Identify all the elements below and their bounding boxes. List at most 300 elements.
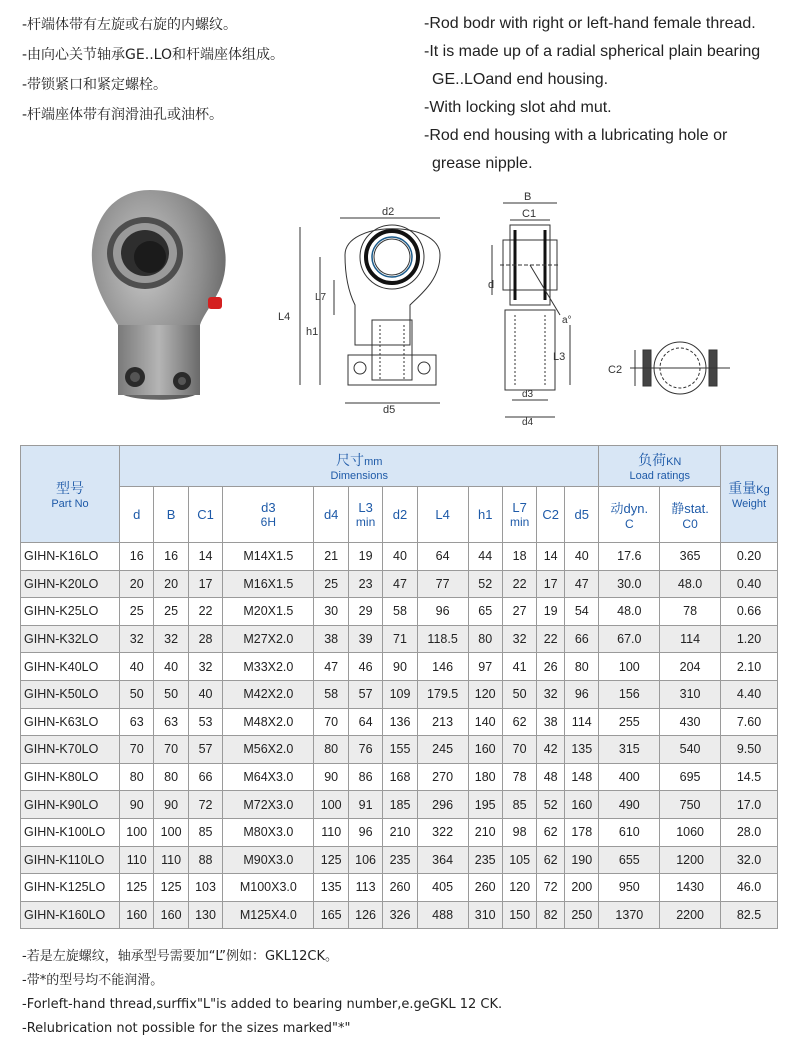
table-cell: 72 (188, 791, 222, 819)
table-cell: 62 (502, 708, 536, 736)
table-cell: 17 (537, 570, 565, 598)
table-cell: 120 (468, 680, 502, 708)
column-header-line: C0 (682, 517, 698, 531)
header-dim-unit: mm (364, 456, 383, 468)
table-cell: 48.0 (599, 598, 660, 626)
table-cell: 26 (537, 653, 565, 681)
table-cell: 40 (188, 680, 222, 708)
table-cell: M80X3.0 (223, 818, 314, 846)
table-cell: M90X3.0 (223, 846, 314, 874)
column-header-line: d2 (392, 507, 408, 522)
table-cell: 80 (120, 763, 154, 791)
column-header (502, 487, 536, 543)
table-cell: 190 (565, 846, 599, 874)
label-L3: L3 (553, 351, 566, 363)
header-load (599, 446, 721, 487)
table-cell: 155 (383, 736, 417, 764)
table-cell: 695 (660, 763, 721, 791)
table-cell: 200 (565, 874, 599, 902)
table-cell: 1060 (660, 818, 721, 846)
table-cell: 146 (417, 653, 468, 681)
cell-part-no: GIHN-K90LO (21, 791, 120, 819)
cell-part-no: GIHN-K16LO (21, 543, 120, 571)
table-cell: 103 (188, 874, 222, 902)
header-dimensions (120, 446, 599, 487)
table-cell: 110 (154, 846, 188, 874)
header-load-cn: 负荷KN (638, 452, 682, 468)
table-cell: 140 (468, 708, 502, 736)
table-cell: 40 (383, 543, 417, 571)
table-cell: 204 (660, 653, 721, 681)
label-d5: d5 (383, 404, 396, 416)
table-cell: 32 (537, 680, 565, 708)
column-header-line: d (133, 507, 141, 522)
table-cell: 136 (383, 708, 417, 736)
cell-part-no: GIHN-K32LO (21, 625, 120, 653)
table-cell: 32 (154, 625, 188, 653)
table-cell: 96 (348, 818, 382, 846)
column-header (565, 487, 599, 543)
table-cell: 70 (154, 736, 188, 764)
bullet-cn: -杆端座体带有润滑油孔或油杯。 (22, 107, 224, 123)
table-cell: 80 (565, 653, 599, 681)
table-cell: 125 (120, 874, 154, 902)
table-cell: 48.0 (660, 570, 721, 598)
table-cell: 40 (565, 543, 599, 571)
table-cell: 105 (502, 846, 536, 874)
table-cell: 90 (154, 791, 188, 819)
table-cell: 27 (502, 598, 536, 626)
table-cell: 97 (468, 653, 502, 681)
cell-part-no: GIHN-K160LO (21, 901, 120, 929)
table-cell: 100 (154, 818, 188, 846)
header-dim-en: Dimensions (330, 470, 388, 482)
table-cell: M33X2.0 (223, 653, 314, 681)
table-cell: 63 (120, 708, 154, 736)
table-cell: 168 (383, 763, 417, 791)
column-header-line: B (166, 507, 176, 522)
table-cell: M48X2.0 (223, 708, 314, 736)
note: -带*的型号均不能润滑。 (22, 973, 164, 988)
table-cell: 2.10 (721, 653, 778, 681)
note: -若是左旋螺纹，轴承型号需要加“L”例如：GKL12CK。 (22, 949, 338, 964)
table-cell: 364 (417, 846, 468, 874)
table-cell: 63 (154, 708, 188, 736)
bullet-en: -It is made up of a radial spherical plain bearing (424, 43, 761, 60)
column-header-line: C (624, 517, 634, 531)
column-header-line: d4 (323, 507, 339, 522)
bullet-en: GE..LOand end housing. (432, 71, 609, 88)
table-cell: 160 (120, 901, 154, 929)
table-cell: 90 (120, 791, 154, 819)
table-cell: 52 (468, 570, 502, 598)
table-cell: 57 (188, 736, 222, 764)
table-cell: 750 (660, 791, 721, 819)
table-cell: 18 (502, 543, 536, 571)
header-part-no (21, 446, 120, 543)
column-header (537, 487, 565, 543)
table-cell: 125 (154, 874, 188, 902)
table-cell: 20 (120, 570, 154, 598)
header-weight (721, 446, 778, 543)
table-cell: M14X1.5 (223, 543, 314, 571)
table-cell: 25 (154, 598, 188, 626)
column-header-line: C2 (542, 507, 559, 522)
column-header-line: C1 (197, 507, 214, 522)
table-cell: 185 (383, 791, 417, 819)
table-cell: 39 (348, 625, 382, 653)
table-cell: 315 (599, 736, 660, 764)
table-cell: M16X1.5 (223, 570, 314, 598)
table-row (21, 598, 778, 626)
table-cell: 250 (565, 901, 599, 929)
table-cell: 42 (537, 736, 565, 764)
table-cell: 270 (417, 763, 468, 791)
label-C1: C1 (522, 208, 537, 220)
table-cell: 50 (120, 680, 154, 708)
table-cell: 78 (660, 598, 721, 626)
column-header (660, 487, 721, 543)
table-cell: 118.5 (417, 625, 468, 653)
table-cell: 85 (188, 818, 222, 846)
column-header (417, 487, 468, 543)
table-cell: 76 (348, 736, 382, 764)
table-cell: 326 (383, 901, 417, 929)
table-cell: 66 (565, 625, 599, 653)
table-cell: 64 (348, 708, 382, 736)
column-header-line: L4 (435, 507, 450, 522)
column-header-line: min (509, 515, 530, 529)
header-weight-cn: 重量Kg (728, 480, 770, 496)
table-cell: 80 (314, 736, 348, 764)
table-cell: 20 (154, 570, 188, 598)
table-cell: 540 (660, 736, 721, 764)
table-cell: M20X1.5 (223, 598, 314, 626)
table-row (21, 818, 778, 846)
table-cell: 235 (383, 846, 417, 874)
column-header-line: d5 (574, 507, 589, 522)
section-drawing (608, 342, 730, 394)
table-cell: 38 (314, 625, 348, 653)
table-cell: 114 (660, 625, 721, 653)
table-cell: 58 (314, 680, 348, 708)
column-header (348, 487, 382, 543)
table-cell: 17 (188, 570, 222, 598)
table-cell: 46.0 (721, 874, 778, 902)
bullet-cn: -杆端体带有左旋或右旋的内螺纹。 (22, 17, 238, 33)
note: -Relubrication not possible for the sizes marked"*" (22, 1021, 351, 1036)
table-cell: 19 (348, 543, 382, 571)
table-cell: 22 (537, 625, 565, 653)
table-cell: 96 (565, 680, 599, 708)
table-cell: 1430 (660, 874, 721, 902)
table-cell: 72 (537, 874, 565, 902)
rod-end-photo (92, 190, 226, 400)
table-cell: 80 (468, 625, 502, 653)
table-cell: 32 (188, 653, 222, 681)
label-B: B (524, 191, 532, 203)
table-cell: 70 (120, 736, 154, 764)
cell-part-no: GIHN-K110LO (21, 846, 120, 874)
note: -Forleft-hand thread,surffix"L"is added to bearing number,e.geGKL 12 CK. (22, 997, 503, 1012)
table-cell: 86 (348, 763, 382, 791)
table-cell: 322 (417, 818, 468, 846)
table-cell: 57 (348, 680, 382, 708)
table-cell: 78 (502, 763, 536, 791)
table-cell: 25 (120, 598, 154, 626)
table-cell: 41 (502, 653, 536, 681)
table-cell: 50 (502, 680, 536, 708)
table-cell: 54 (565, 598, 599, 626)
table-cell: 14 (188, 543, 222, 571)
table-cell: 44 (468, 543, 502, 571)
table-cell: 32 (502, 625, 536, 653)
cell-part-no: GIHN-K20LO (21, 570, 120, 598)
table-cell: 255 (599, 708, 660, 736)
column-header (154, 487, 188, 543)
table-cell: 4.40 (721, 680, 778, 708)
table-cell: 22 (502, 570, 536, 598)
table-cell: 213 (417, 708, 468, 736)
table-cell: 365 (660, 543, 721, 571)
table-cell: 77 (417, 570, 468, 598)
column-header (223, 487, 314, 543)
table-cell: 148 (565, 763, 599, 791)
table-cell: 47 (314, 653, 348, 681)
header-weight-unit: Kg (756, 484, 770, 496)
table-row (21, 680, 778, 708)
table-cell: 53 (188, 708, 222, 736)
label-d: d (488, 279, 495, 291)
column-header (599, 487, 660, 543)
table-row (21, 653, 778, 681)
cell-part-no: GIHN-K80LO (21, 763, 120, 791)
notes (22, 945, 502, 1041)
column-header (383, 487, 417, 543)
table-cell: 400 (599, 763, 660, 791)
cell-part-no: GIHN-K100LO (21, 818, 120, 846)
table-cell: 32 (120, 625, 154, 653)
table-cell: 106 (348, 846, 382, 874)
table-cell: 165 (314, 901, 348, 929)
table-cell: 235 (468, 846, 502, 874)
label-h1: h1 (306, 326, 319, 338)
table-cell: 100 (599, 653, 660, 681)
table-cell: 7.60 (721, 708, 778, 736)
table-cell: 91 (348, 791, 382, 819)
header-load-unit: KN (666, 456, 682, 468)
table-cell: 88 (188, 846, 222, 874)
table-cell: 405 (417, 874, 468, 902)
table-cell: 1200 (660, 846, 721, 874)
table-cell: 0.40 (721, 570, 778, 598)
table-cell: M27X2.0 (223, 625, 314, 653)
table-cell: 150 (502, 901, 536, 929)
table-cell: 245 (417, 736, 468, 764)
table-cell: 126 (348, 901, 382, 929)
table-cell: 1370 (599, 901, 660, 929)
table-cell: 195 (468, 791, 502, 819)
column-header-line: 动dyn. (610, 501, 649, 516)
table-cell: 135 (565, 736, 599, 764)
table-cell: 180 (468, 763, 502, 791)
column-header-line: 静stat. (671, 501, 709, 516)
column-header-line: L3 (358, 500, 373, 515)
table-cell: 2200 (660, 901, 721, 929)
table-cell: 28.0 (721, 818, 778, 846)
table-cell: 21 (314, 543, 348, 571)
table-cell: 67.0 (599, 625, 660, 653)
cell-part-no: GIHN-K70LO (21, 736, 120, 764)
bullet-cn: -由向心关节轴承GE..LO和杆端座体组成。 (22, 47, 284, 63)
table-cell: 160 (565, 791, 599, 819)
table-cell: 47 (383, 570, 417, 598)
table-cell: 14.5 (721, 763, 778, 791)
table-cell: M100X3.0 (223, 874, 314, 902)
side-view-drawing (488, 191, 572, 428)
table-cell: M42X2.0 (223, 680, 314, 708)
cell-part-no: GIHN-K63LO (21, 708, 120, 736)
label-C2: C2 (608, 364, 623, 376)
header-part-cn: 型号 (56, 480, 84, 496)
table-cell: 52 (537, 791, 565, 819)
table-cell: 85 (502, 791, 536, 819)
table-cell: 29 (348, 598, 382, 626)
header-part-en: Part No (51, 498, 89, 510)
table-cell: 1.20 (721, 625, 778, 653)
label-L4: L4 (278, 311, 291, 323)
table-cell: 25 (314, 570, 348, 598)
table-cell: M64X3.0 (223, 763, 314, 791)
table-cell: 156 (599, 680, 660, 708)
table-cell: 296 (417, 791, 468, 819)
table-row (21, 708, 778, 736)
column-header (468, 487, 502, 543)
column-header-line: d3 (261, 500, 276, 515)
table-cell: 70 (502, 736, 536, 764)
table-cell: 70 (314, 708, 348, 736)
table-cell: 23 (348, 570, 382, 598)
table-cell: 430 (660, 708, 721, 736)
table-cell: 47 (565, 570, 599, 598)
table-cell: 66 (188, 763, 222, 791)
column-header-line: h1 (477, 507, 493, 522)
table-cell: 100 (120, 818, 154, 846)
table-cell: 260 (468, 874, 502, 902)
table-cell: 96 (417, 598, 468, 626)
table-cell: 113 (348, 874, 382, 902)
table-cell: 110 (314, 818, 348, 846)
table-cell: 16 (154, 543, 188, 571)
table-cell: 130 (188, 901, 222, 929)
table-cell: 655 (599, 846, 660, 874)
table-cell: 100 (314, 791, 348, 819)
table-cell: 50 (154, 680, 188, 708)
column-header (120, 487, 154, 543)
table-cell: 0.66 (721, 598, 778, 626)
table-cell: 120 (502, 874, 536, 902)
table-row (21, 874, 778, 902)
header-load-en: Load ratings (629, 470, 690, 482)
table-cell: 19 (537, 598, 565, 626)
label-d3: d3 (522, 389, 534, 400)
column-header-line: min (355, 515, 376, 529)
table-cell: 125 (314, 846, 348, 874)
table-cell: 114 (565, 708, 599, 736)
bullets-cn (22, 10, 284, 130)
table-cell: 210 (383, 818, 417, 846)
table-cell: 210 (468, 818, 502, 846)
spec-table (20, 445, 778, 929)
column-header-line: 6H (260, 515, 277, 529)
table-cell: 14 (537, 543, 565, 571)
table-cell: M125X4.0 (223, 901, 314, 929)
table-cell: 62 (537, 818, 565, 846)
table-cell: 310 (660, 680, 721, 708)
table-cell: 160 (468, 736, 502, 764)
header-row (21, 446, 778, 487)
bullet-en: grease nipple. (432, 155, 533, 172)
label-L7: L7 (315, 292, 327, 303)
table-row (21, 901, 778, 929)
table-cell: 16 (120, 543, 154, 571)
table-cell: 0.20 (721, 543, 778, 571)
label-d4: d4 (522, 417, 534, 428)
table-cell: 40 (120, 653, 154, 681)
table-cell: 488 (417, 901, 468, 929)
table-cell: 110 (120, 846, 154, 874)
table-cell: 90 (383, 653, 417, 681)
table-cell: 490 (599, 791, 660, 819)
bullet-cn: -带锁紧口和紧定螺栓。 (22, 77, 168, 93)
table-cell: 610 (599, 818, 660, 846)
bullet-en: -With locking slot ahd mut. (424, 99, 612, 116)
bullets-en (424, 10, 760, 178)
table-cell: 30.0 (599, 570, 660, 598)
table-cell: 178 (565, 818, 599, 846)
table-cell: 260 (383, 874, 417, 902)
table-cell: 80 (154, 763, 188, 791)
table-row (21, 736, 778, 764)
front-view-drawing (278, 206, 440, 416)
table-cell: 30 (314, 598, 348, 626)
label-d2: d2 (382, 206, 395, 218)
column-header (314, 487, 348, 543)
table-cell: 38 (537, 708, 565, 736)
column-header-line: L7 (512, 500, 527, 515)
cell-part-no: GIHN-K40LO (21, 653, 120, 681)
table-cell: 179.5 (417, 680, 468, 708)
table-cell: 40 (154, 653, 188, 681)
bullet-en: -Rod bodr with right or left-hand female thread. (424, 15, 756, 32)
table-cell: 109 (383, 680, 417, 708)
table-cell: 310 (468, 901, 502, 929)
header-weight-en: Weight (731, 498, 767, 510)
table-cell: 17.6 (599, 543, 660, 571)
table-row (21, 791, 778, 819)
table-cell: 62 (537, 846, 565, 874)
table-cell: 90 (314, 763, 348, 791)
table-cell: 32.0 (721, 846, 778, 874)
table-cell: 64 (417, 543, 468, 571)
label-a: a° (562, 315, 572, 326)
table-cell: 950 (599, 874, 660, 902)
table-cell: 65 (468, 598, 502, 626)
table-cell: 22 (188, 598, 222, 626)
table-cell: M72X3.0 (223, 791, 314, 819)
table-cell: 58 (383, 598, 417, 626)
table-cell: 71 (383, 625, 417, 653)
